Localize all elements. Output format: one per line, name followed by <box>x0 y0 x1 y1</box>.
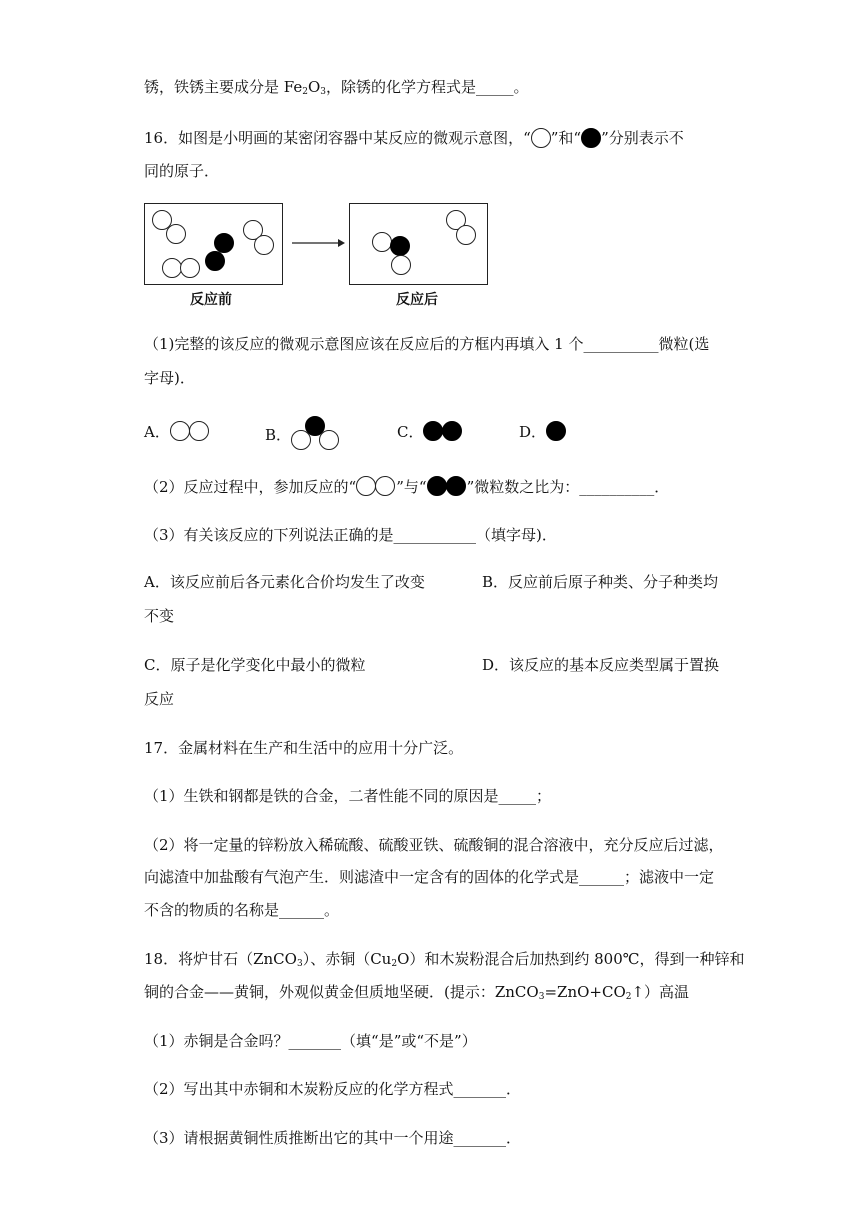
black-atom <box>390 236 410 256</box>
choice-d-line2: 反应 <box>144 690 175 708</box>
q16-part1-line2: 字母)． <box>144 369 195 387</box>
rust-line: 锈，铁锈主要成分是 $Fe_2O_3$，除锈的化学方程式是_____。 <box>144 78 529 97</box>
before-box <box>144 203 283 285</box>
reaction-arrow-icon <box>290 236 346 250</box>
black-molecule-icon <box>423 420 463 442</box>
white-atom <box>162 258 182 278</box>
white-atom <box>254 235 274 255</box>
q18-line1: 18．将炉甘石（ZnCO$_3$）、赤铜$(Cu_2O)$和木炭粉混合后加热到约 800℃，得到一种锌和 <box>144 950 745 969</box>
white-atom-icon <box>531 128 551 148</box>
white-atom <box>372 232 392 252</box>
white-atom <box>166 224 186 244</box>
q17-part2-line2: 向滤渣中加盐酸有气泡产生．则滤渣中一定含有的固体的化学式是______；滤液中一定 <box>144 868 715 886</box>
white-atom <box>456 225 476 245</box>
q17-intro: 17．金属材料在生产和生活中的应用十分广泛。 <box>144 739 464 757</box>
caption-before: 反应前 <box>190 292 232 308</box>
black-atom <box>205 251 225 271</box>
choice-b-line1: B．反应前后原子种类、分子种类均 <box>482 573 719 591</box>
q16-part3: （3）有关该反应的下列说法正确的是___________（填字母)． <box>144 526 557 544</box>
choice-d-line1: D．该反应的基本反应类型属于置换 <box>482 656 720 674</box>
choice-b-line2: 不变 <box>144 607 175 625</box>
q16-intro-line1: 16．如图是小明画的某密闭容器中某反应的微观示意图，“ ”和“ ”分别表示不 <box>144 129 684 147</box>
caption-after: 反应后 <box>396 292 438 308</box>
choice-c: C．原子是化学变化中最小的微粒 <box>144 656 366 674</box>
white-atom <box>180 258 200 278</box>
q18-part2: （2）写出其中赤铜和木炭粉反应的化学方程式_______． <box>144 1080 522 1098</box>
mixed-molecule-icon <box>291 420 341 450</box>
q17-part1: （1）生铁和钢都是铁的合金，二者性能不同的原因是_____； <box>144 787 552 805</box>
choice-a: A．该反应前后各元素化合价均发生了改变 <box>144 573 425 591</box>
option-b: B． <box>265 420 341 450</box>
q16-part1-line1: （1)完整的该反应的微观示意图应该在反应后的方框内再填入 1 个__________微粒(选 <box>144 335 710 353</box>
after-box <box>349 203 488 285</box>
black-atom-icon <box>581 128 601 148</box>
q17-part2-line3: 不含的物质的名称是______。 <box>144 901 340 919</box>
white-molecule-icon <box>356 475 396 497</box>
q16-part2: （2）反应过程中，参加反应的“ ”与“ ”微粒数之比为：__________． <box>144 475 669 498</box>
q18-part3: （3）请根据黄铜性质推断出它的其中一个用途_______． <box>144 1129 522 1147</box>
q16-intro-line2: 同的原子． <box>144 162 220 180</box>
option-d: D． <box>519 420 568 443</box>
white-molecule-icon <box>170 420 210 442</box>
q17-part2-line1: （2）将一定量的锌粉放入稀硫酸、硫酸亚铁、硫酸铜的混合溶液中，充分反应后过滤， <box>144 836 724 854</box>
black-atom-icon <box>546 420 568 442</box>
q18-part1: （1）赤铜是合金吗？_______（填“是”或“不是”） <box>144 1032 477 1050</box>
black-atom <box>214 233 234 253</box>
white-atom <box>391 255 411 275</box>
q18-line2: 铜的合金——黄铜，外观似黄金但质地坚硬．(提示：$ZnCO_3=ZnO+CO_2↑$）高温 <box>144 983 690 1002</box>
option-c: C． <box>397 420 463 443</box>
option-a: A． <box>144 420 210 443</box>
black-molecule-icon <box>427 475 467 497</box>
